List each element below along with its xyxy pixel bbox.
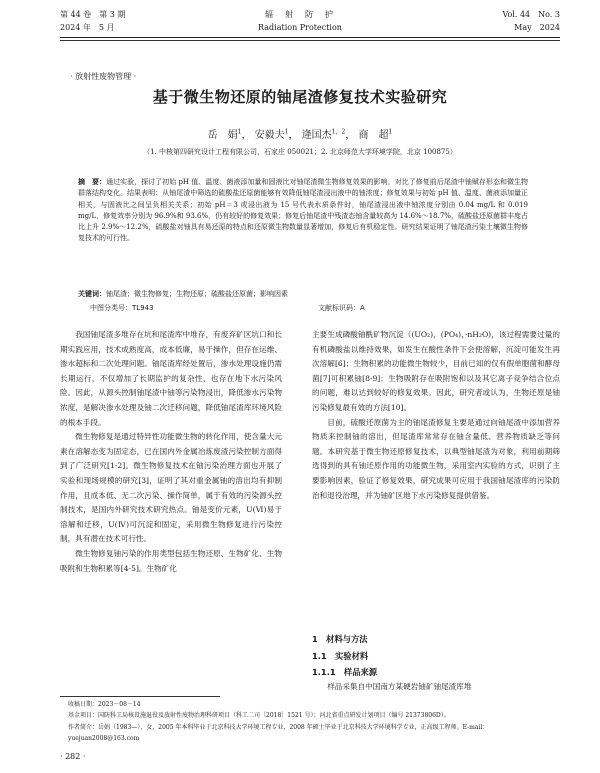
body-paragraph: 微生物修复是通过特异性功能微生物的转化作用，使含量大元素在溶解态变为固定态，已在国内外金属冶炼废渣污染控制方面得到了广泛研究[1-2]。微生物修复技术在铀污染治理方面也开展了实验和现场规模的研究[3]，证明了其对重金属铀的溶出均有抑制作用，且成本低、无二次污染、操作简单，属于有效的污染源头控制技术，是国内外研究技术研究热点。铀是变价元素，U(Ⅵ)易于溶解和迁移，U(Ⅳ)可沉淀和固定，采用微生物修复进行污染控制，具有潜在技术可行性。 — [60, 432, 282, 544]
clc-number: 中图分类号：TL943 — [90, 304, 154, 312]
author-list: 岳 娟$^1$， 安毅夫$^1$， 逄国杰$^{1,2}$， 商 超$^1$ — [207, 128, 393, 141]
body-paragraph: 微生物修复铀污染的作用类型包括生物还原、生物矿化、生物吸附和生物积累等[4-5]。生物矿化 — [60, 548, 282, 573]
paper-title: 基于微生物还原的铀尾渣修复技术实验研究 — [152, 88, 448, 106]
body-paragraph: 样品采集自中国南方某硬岩铀矿铀尾渣库堆 — [327, 682, 472, 691]
section-heading-1-1: 1.1 实验材料 — [312, 651, 369, 661]
header-rule — [60, 37, 560, 38]
footnote-funding: 基金项目：国防科工局核设施退役及放射性废物治理科研项目（科工二司〔2018〕1521 号）；河北省重点研发计划项目（编号 21373806D）。 — [68, 712, 450, 720]
author-name: 商 超 — [358, 130, 389, 141]
keywords-label: 关键词： — [78, 290, 106, 298]
author-affiliation-mark: 1 — [284, 128, 289, 136]
body-paragraph: 主要生成磷酸铀酰矿物沉淀（(UO₂)，(PO₄)，·nH₂O)，该过程需要过量的有机磷酸盐以维持效果，如发生在酸性条件下会使溶解，沉淀可能发生再次溶解[6]；生物积累的功能微生物较少，目前已知的仅有假单胞菌和酵母菌[7]可积累铀[8-9]；生物吸附存在吸附饱和以及其它离子竞争结合位点的问题，难以达到较好的修复效果。因此，研究者或认为，生物还原是铀污染修复最有效的方法[10]。 — [312, 330, 560, 412]
section-heading-1-1-1: 1.1.1 样品来源 — [312, 667, 378, 677]
author-name: 安毅夫 — [254, 130, 285, 141]
body-right-column — [312, 328, 560, 503]
header-rule-thin — [60, 40, 560, 41]
header-date-en: May 2024 — [514, 23, 560, 32]
author-affiliation-mark: 1 — [388, 128, 393, 136]
header-journal-cn: 辐 射 防 护 — [265, 10, 335, 19]
footnote-author-bio: 作者简介：岳娟（1983—），女，2005 年本科毕业于北京科技大学环境工程专业，2008 年硕士毕业于北京科技大学环境科学专业，正高级工程师。E-mail：yuejuan2008@163.com — [68, 723, 489, 742]
footnote-received: 收稿日期：2023－08－14 — [68, 701, 141, 708]
header-volume: 第 44 卷 第 3 期 — [60, 10, 126, 19]
abstract-text: 通过实验，探讨了初始 pH 值、温度、菌液添加量和固液比对铀尾渣微生物修复效果的影响，对比了修复前后尾渣中铀赋存形态和微生物群落结构变化。结果表明：从铀尾渣中筛选的硫酸盐还原菌能够有效降低铀尾渣浸出液中的铀浓度；修复效果与初始 pH 值、温度、菌液添加量正相关，与固液比之间呈负相关关系；初始 pH＝3 或浸出液为 15 号代表水质条件时，铀尾渣浸出液中铀浓度分别由 0.04 mg/L 和 0.019 mg/L，修复效率分别为 96.9%和 93.6%，仍有较好的修复效果；修复后铀尾渣中残渣态铀含量较高为 14.6%～18.7%，硫酸盐还原菌群丰度占比上升 2.9%～12.2%，硫酸盐对铀具有易还原的特点和还原微生物数量显著增加，修复后有机稳定性。研究结果证明了铀尾渣污染土壤微生物修复技术的可行性。 — [78, 178, 528, 243]
column-category: · 放射性废物管理 · — [70, 72, 137, 81]
section-heading-1: 1 材料与方法 — [312, 634, 368, 644]
footnote-rule — [60, 696, 220, 697]
header-date: 2024 年 5 月 — [60, 23, 115, 32]
page-number: · 282 · — [60, 752, 86, 761]
abstract-label: 摘 要： — [78, 178, 107, 186]
keywords-text: 铀尾渣；微生物修复；生物还原；硫酸盐还原菌；影响因素 — [106, 290, 288, 298]
author-affiliation-mark: 1，2 — [331, 128, 346, 136]
author-name: 逄国杰 — [301, 130, 332, 141]
body-paragraph: 目前，硫酸还原菌为主的铀尾渣修复主要是通过向铀尾渣中添加营养物质来控制铀的溶出，但尾渣库常常存在铀含量低、营养物质缺乏等问题。本研究基于微生物还原修复技术，以典型铀尾渣为对象，利用前期筛选得到的具有铀还原作用的功能微生物，采用室内实验的方式，识别了主要影响因素，验证了修复效果，研究成果可应用于我国铀尾渣库的污染防治和退役治理，并为铀矿区地下水污染修复提供借鉴。 — [312, 417, 560, 500]
abstract — [78, 177, 528, 245]
section-text — [312, 680, 560, 695]
body-paragraph: 我国铀尾渣多堆存在坑和尾渣库中堆存，有废弃矿区坑口和长期实践应用，技术成熟度高，成本低廉，易于操作，但存在运维、渗水超标和二次处理问题。铀尾渣库经处置后，渗水处理设施仍需长期运行，不仅增加了长期监护的复杂性，也存在地下水污染风险。因此，从源头控制铀尾渣中铀等污染物浸出，降低渗水污染物浓度，是解决渗水处理及铀二次迁移问题，降低铀尾渣库环境风险的根本手段。 — [60, 330, 282, 427]
keywords — [78, 289, 528, 300]
author-name: 岳 娟 — [207, 130, 238, 141]
footnotes — [68, 699, 548, 744]
body-left-column — [60, 328, 282, 576]
document-code: 文献标识码：A — [318, 304, 365, 312]
header-journal-en: Radiation Protection — [258, 23, 342, 32]
author-affiliation-mark: 1 — [237, 128, 242, 136]
header-volume-en: Vol. 44 No. 3 — [502, 10, 560, 19]
affiliation: （1. 中核第四研究设计工程有限公司，石家庄 050021；2. 北京师范大学环境学院，北京 100875） — [143, 148, 457, 156]
